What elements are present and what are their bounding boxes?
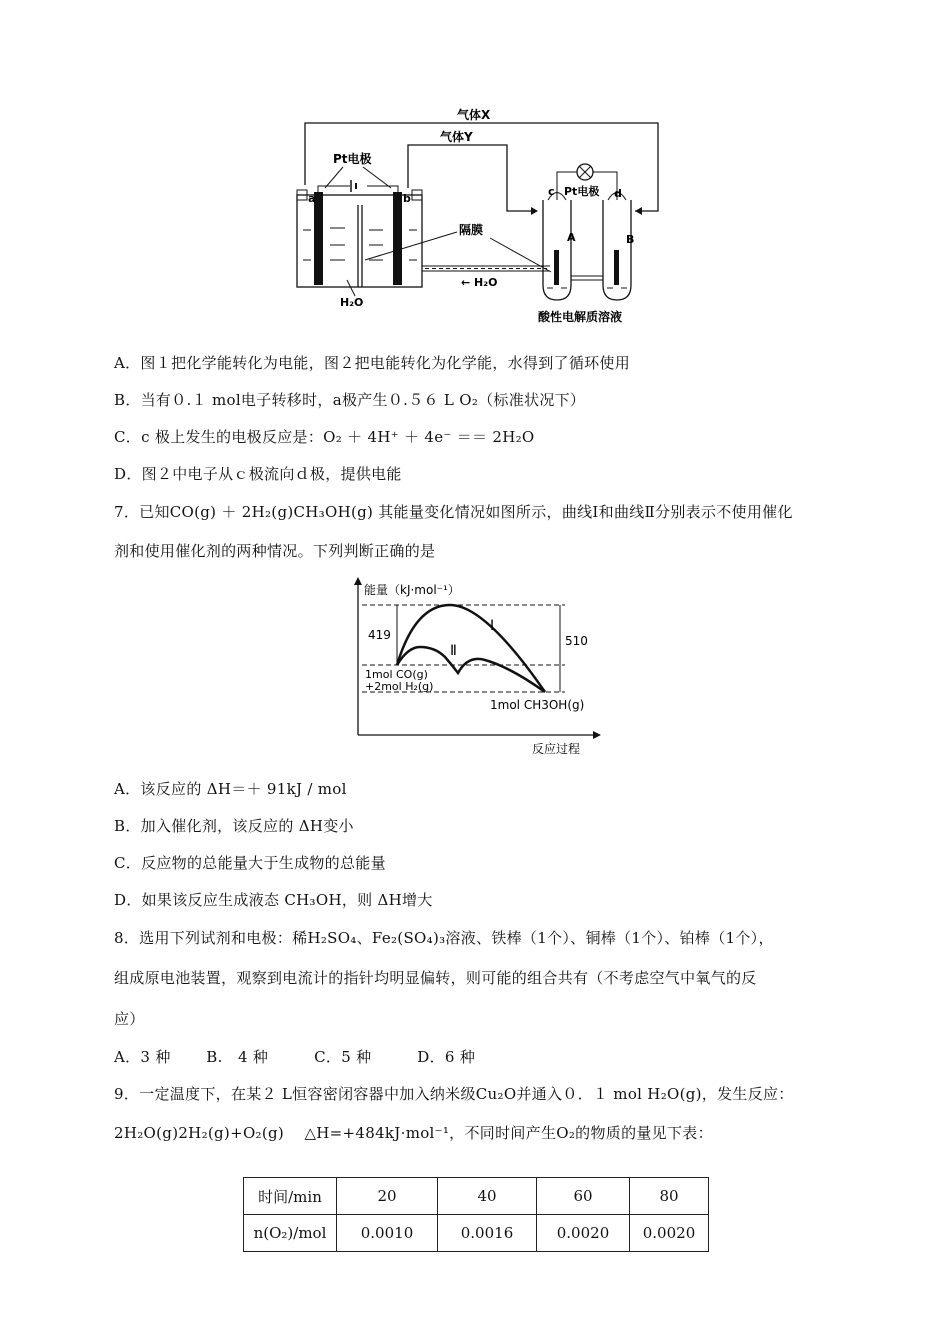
- curve-I-label: Ⅰ: [490, 618, 495, 634]
- q9-stem-line2: 2H₂O(g)2H₂(g)+O₂(g) △H=+484kJ·mol⁻¹，不同时间产生O₂的物质的量见下表：: [114, 1124, 713, 1142]
- q8-stem-line2: 组成原电池装置，观察到电流计的指针均明显偏转，则可能的组合共有（不考虑空气中氧气的反: [114, 969, 757, 987]
- table-cell: 80: [630, 1178, 709, 1215]
- table-row: [244, 1178, 709, 1215]
- oxygen-amount-table: [243, 1177, 709, 1252]
- q7-option-d: D．如果该反应生成液态 CH₃OH，则 ΔH增大: [114, 891, 433, 909]
- water-left-label: H₂O: [340, 296, 364, 309]
- product-label: 1mol CH3OH(g): [490, 698, 585, 712]
- q7-stem-line1: 7．已知CO(g) ＋ 2H₂(g)CH₃OH(g) 其能量变化情况如图所示，曲线Ⅰ和曲线Ⅱ分别表示不使用催化: [114, 503, 793, 521]
- x-axis-label: 反应过程: [532, 742, 581, 756]
- energy-profile-diagram: [340, 575, 605, 760]
- label-A: A: [567, 231, 576, 244]
- table-header-n-o2: n(O₂)/mol: [244, 1215, 337, 1252]
- label-c: c: [548, 185, 555, 198]
- table-cell: 0.0020: [630, 1215, 709, 1252]
- gas-x-label: 气体X: [457, 108, 491, 122]
- label-B: B: [626, 233, 635, 246]
- table-cell: 40: [438, 1178, 537, 1215]
- value-419: 419: [368, 628, 391, 642]
- gas-y-pipe: [408, 145, 531, 211]
- water-flow-label: ← H₂O: [461, 276, 498, 289]
- reactant-label-line1: 1mol CO(g): [365, 668, 428, 681]
- label-a: a: [308, 192, 316, 205]
- q7-stem-line2: 剂和使用催化剂的两种情况。下列判断正确的是: [114, 542, 436, 560]
- electrode-c: [554, 250, 559, 285]
- q7-option-c: C．反应物的总能量大于生成物的总能量: [114, 854, 386, 872]
- electrode-b: [393, 192, 402, 285]
- q7-option-b: B．加入催化剂，该反应的 ΔH变小: [114, 817, 354, 835]
- electrode-a: [314, 192, 323, 285]
- pt-electrode-left-label: Pt电极: [333, 152, 372, 166]
- table-cell: 60: [537, 1178, 630, 1215]
- pt-electrode-right-label: Pt电极: [564, 185, 600, 198]
- table-cell: 0.0016: [438, 1215, 537, 1252]
- reactant-label-line2: +2mol H₂(g): [365, 680, 434, 693]
- q6-option-a: A．图１把化学能转化为电能，图２把电能转化为化学能，水得到了循环使用: [114, 354, 631, 372]
- label-b: b: [403, 192, 411, 205]
- q8-options: A．3 种 B. 4 种 C．5 种 D．6 种: [114, 1048, 476, 1066]
- table-row: [244, 1215, 709, 1252]
- q6-option-d: D．图２中电子从ｃ极流向ｄ极，提供电能: [114, 465, 402, 483]
- q6-option-c: C．c 极上发生的电极反应是：O₂ ＋ 4H⁺ ＋ 4e⁻ ＝＝ 2H₂O: [114, 428, 535, 446]
- electrochemistry-diagram: [285, 100, 670, 330]
- electrode-d: [614, 250, 619, 285]
- q7-option-a: A．该反应的 ΔH＝＋ 91kJ / mol: [114, 780, 347, 798]
- q6-option-b: B．当有０.１ mol电子转移时，a极产生０.５６ L O₂（标准状况下）: [114, 391, 586, 409]
- y-axis-label: 能量（kJ·mol⁻¹）: [364, 583, 460, 597]
- electrolyte-label: 酸性电解质溶液: [538, 310, 623, 324]
- membrane-label: 隔膜: [459, 223, 484, 237]
- value-510: 510: [565, 634, 588, 648]
- table-header-time: 时间/min: [244, 1178, 337, 1215]
- label-d: d: [614, 187, 622, 200]
- curve-II-label: Ⅱ: [450, 643, 457, 659]
- q9-stem-line1: 9．一定温度下，在某２ L恒容密闭容器中加入纳米级Cu₂O并通入０．１ mol H₂O(g)，发生反应：: [114, 1085, 794, 1103]
- table-cell: 20: [337, 1178, 438, 1215]
- gas-y-label: 气体Y: [440, 130, 473, 144]
- q8-stem-line1: 8．选用下列试剂和电极：稀H₂SO₄、Fe₂(SO₄)₃溶液、铁棒（1个）、铜棒（1个）、铂棒（1个），: [114, 929, 774, 947]
- table-cell: 0.0020: [537, 1215, 630, 1252]
- table-cell: 0.0010: [337, 1215, 438, 1252]
- gas-x-pipe: [305, 123, 658, 211]
- q8-stem-line3: 应）: [114, 1010, 145, 1028]
